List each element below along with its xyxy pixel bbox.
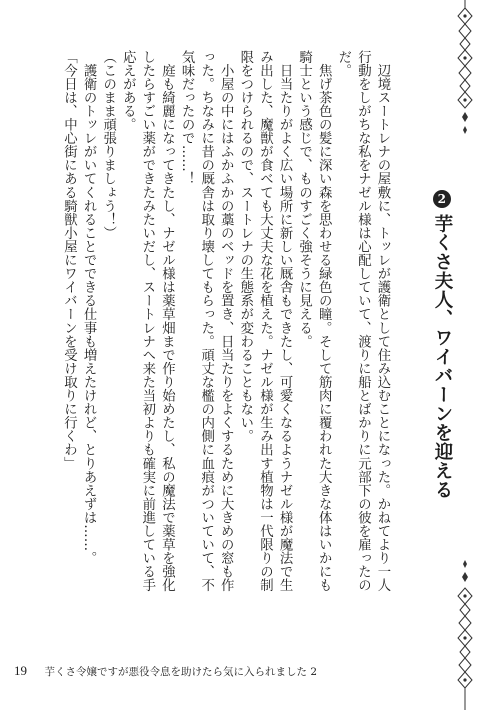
ornament-top bbox=[452, 0, 478, 140]
chapter-number-badge: 2 bbox=[433, 190, 451, 208]
paragraph: 辺境スートレナの屋敷に、トッレが護衛として住み込むことになった。かねてより一人行動をしがちな私をナゼル様は心配していて、渡りに船とばかりに元部下の彼を雇ったのだ。 bbox=[335, 50, 390, 592]
paragraph: 焦げ茶色の髪に深い森を思わせる緑色の瞳。そして筋肉に覆われた大きな体はいかにも騎士という感じで、ものすごく強そうに見える。 bbox=[296, 50, 332, 592]
page-footer bbox=[14, 663, 317, 679]
paragraph: 「今日は、中心街にある騎獣小屋にワイバーンを受け取りに行くわ」 bbox=[61, 50, 77, 471]
paragraph: 護衛のトッレがいてくれることでできる仕事も増えたけれど、とりあえずは……。 bbox=[81, 50, 97, 565]
chapter-heading bbox=[430, 190, 454, 510]
paragraph: 小屋の中にはふかふかの藁のベッドを置き、日当たりをよくするために大きめの窓も作った。ちなみに昔の厩舎は取り壊してもらった。頑丈な檻の内側に血痕がついていて、不気味だったので……！ bbox=[179, 50, 234, 592]
chapter-title: 芋くさ夫人、ワイバーンを迎える bbox=[432, 214, 453, 499]
paragraph: （このまま頑張りましょう！） bbox=[100, 50, 116, 240]
paragraph: 庭も綺麗になってきたし、ナゼル様は薬草畑まで作り始めたし、私の魔法で薬草を強化したらすごい薬ができたみたいだし、スートレナへ来た当初よりも確実に前進している手応えがある。 bbox=[120, 50, 175, 592]
paragraph: 日当たりがよく広い場所に新しい厩舎もできたし、可愛くなるようナゼル様が魔法で生み出した、魔獣が食べても大丈夫な花を植えた。ナゼル様が生み出す植物は一代限りの制限をつけられるので、スートレナの生態系が変わることもない。 bbox=[237, 50, 293, 592]
body-text bbox=[32, 50, 392, 595]
ornament-bottom bbox=[452, 560, 478, 710]
book-title: 芋くさ令嬢ですが悪役令息を助けたら気に入られました 2 bbox=[44, 666, 318, 678]
page-number: 19 bbox=[14, 663, 27, 678]
